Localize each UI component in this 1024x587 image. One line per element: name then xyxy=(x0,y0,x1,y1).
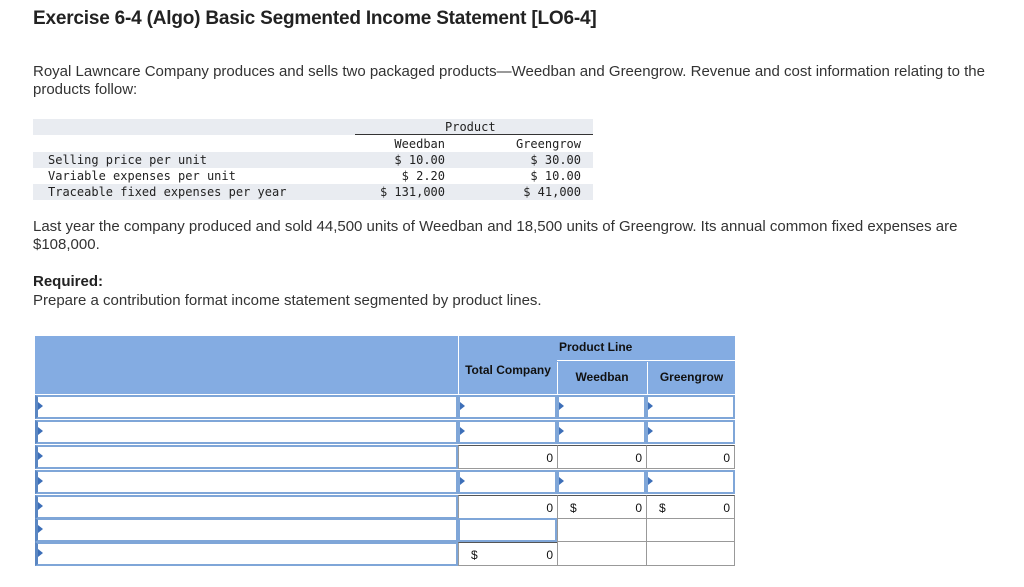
dropdown-marker-icon xyxy=(38,477,43,485)
weedban-selling-price: $ 10.00 xyxy=(394,153,445,167)
header-band xyxy=(33,119,593,135)
row-5-total-value: 0 xyxy=(458,495,557,519)
dropdown-marker-icon xyxy=(38,502,43,510)
row-4-weedban-input[interactable] xyxy=(557,470,646,494)
required-text: Prepare a contribution format income statement segmented by product lines. xyxy=(33,292,542,309)
dropdown-marker-icon xyxy=(460,477,465,485)
row-1-greengrow-input[interactable] xyxy=(646,395,735,419)
dropdown-marker-icon xyxy=(38,549,43,557)
product-header-underline xyxy=(355,134,593,135)
row-4-total-input[interactable] xyxy=(458,470,557,494)
dropdown-marker-icon xyxy=(648,402,653,410)
row-label-selling-price: Selling price per unit xyxy=(48,153,207,167)
dropdown-marker-icon xyxy=(559,427,564,435)
row-5-label-select[interactable] xyxy=(35,495,458,519)
row-2-weedban-input[interactable] xyxy=(557,420,646,444)
page-title: Exercise 6-4 (Algo) Basic Segmented Income Statement [LO6-4] xyxy=(33,8,597,29)
dropdown-marker-icon xyxy=(38,427,43,435)
row-3-label-select[interactable] xyxy=(35,445,458,469)
greengrow-traceable-fixed: $ 41,000 xyxy=(523,185,581,199)
intro-paragraph: Royal Lawncare Company produces and sells two packaged products—Weedban and Greengrow. Revenue and cost information relating to the products follow: xyxy=(33,63,985,98)
statement-row-3 xyxy=(35,445,735,469)
dropdown-marker-icon xyxy=(559,402,564,410)
row-7-label-select[interactable] xyxy=(35,542,458,566)
row-label-traceable-fixed: Traceable fixed expenses per year xyxy=(48,185,287,199)
greengrow-header: Greengrow xyxy=(659,370,724,384)
row-3-greengrow-value: 0 xyxy=(646,445,735,469)
dropdown-marker-icon xyxy=(38,402,43,410)
row-3-total-value: 0 xyxy=(458,445,557,469)
row-5-weedban-value: $ 0 xyxy=(557,495,646,519)
product-info-table xyxy=(33,119,593,201)
statement-row-5 xyxy=(35,495,735,519)
row-6-weedban-empty xyxy=(557,518,646,542)
row-1-total-input[interactable] xyxy=(458,395,557,419)
product-group-header: Product xyxy=(445,120,496,134)
row-6-label-select[interactable] xyxy=(35,518,458,542)
col-header-weedban: Weedban xyxy=(394,137,445,151)
row-1-weedban-input[interactable] xyxy=(557,395,646,419)
greengrow-selling-price: $ 30.00 xyxy=(530,153,581,167)
greengrow-variable-expenses: $ 10.00 xyxy=(530,169,581,183)
row-2-total-input[interactable] xyxy=(458,420,557,444)
row-4-label-select[interactable] xyxy=(35,470,458,494)
total-company-header: Total Company xyxy=(465,363,551,377)
statement-row-6 xyxy=(35,518,735,542)
row-6-total-input[interactable] xyxy=(458,518,557,542)
label-column-header xyxy=(35,336,458,394)
scenario-paragraph: Last year the company produced and sold 44,500 units of Weedban and 18,500 units of Greengrow. Its annual common fixed expenses are $108,000. xyxy=(33,218,958,253)
dropdown-marker-icon xyxy=(38,452,43,460)
col-header-greengrow: Greengrow xyxy=(515,137,581,151)
dropdown-marker-icon xyxy=(648,427,653,435)
row-5-greengrow-value: $ 0 xyxy=(646,495,735,519)
row-7-total-value: $ 0 xyxy=(458,542,557,566)
row-6-greengrow-empty xyxy=(646,518,735,542)
weedban-traceable-fixed: $ 131,000 xyxy=(379,185,445,199)
product-line-header: Product Line xyxy=(559,340,633,354)
weedban-header: Weedban xyxy=(575,370,629,384)
statement-row-7 xyxy=(35,542,735,566)
row-4-greengrow-input[interactable] xyxy=(646,470,735,494)
statement-row-2 xyxy=(35,420,735,444)
row-2-label-select[interactable] xyxy=(35,420,458,444)
statement-row-1 xyxy=(35,395,735,419)
weedban-variable-expenses: $ 2.20 xyxy=(401,169,445,183)
dropdown-marker-icon xyxy=(460,427,465,435)
dropdown-marker-icon xyxy=(38,525,43,533)
product-line-underline xyxy=(557,360,736,361)
row-3-weedban-value: 0 xyxy=(557,445,646,469)
dropdown-marker-icon xyxy=(559,477,564,485)
row-7-weedban-empty xyxy=(557,542,646,566)
amount-columns-header xyxy=(458,336,735,394)
statement-row-4 xyxy=(35,470,735,494)
required-label: Required: xyxy=(33,273,104,290)
income-statement-grid xyxy=(35,336,735,566)
row-7-greengrow-empty xyxy=(646,542,735,566)
row-2-greengrow-input[interactable] xyxy=(646,420,735,444)
row-label-variable-expenses: Variable expenses per unit xyxy=(48,169,236,183)
dropdown-marker-icon xyxy=(460,402,465,410)
dropdown-marker-icon xyxy=(648,477,653,485)
row-1-label-select[interactable] xyxy=(35,395,458,419)
